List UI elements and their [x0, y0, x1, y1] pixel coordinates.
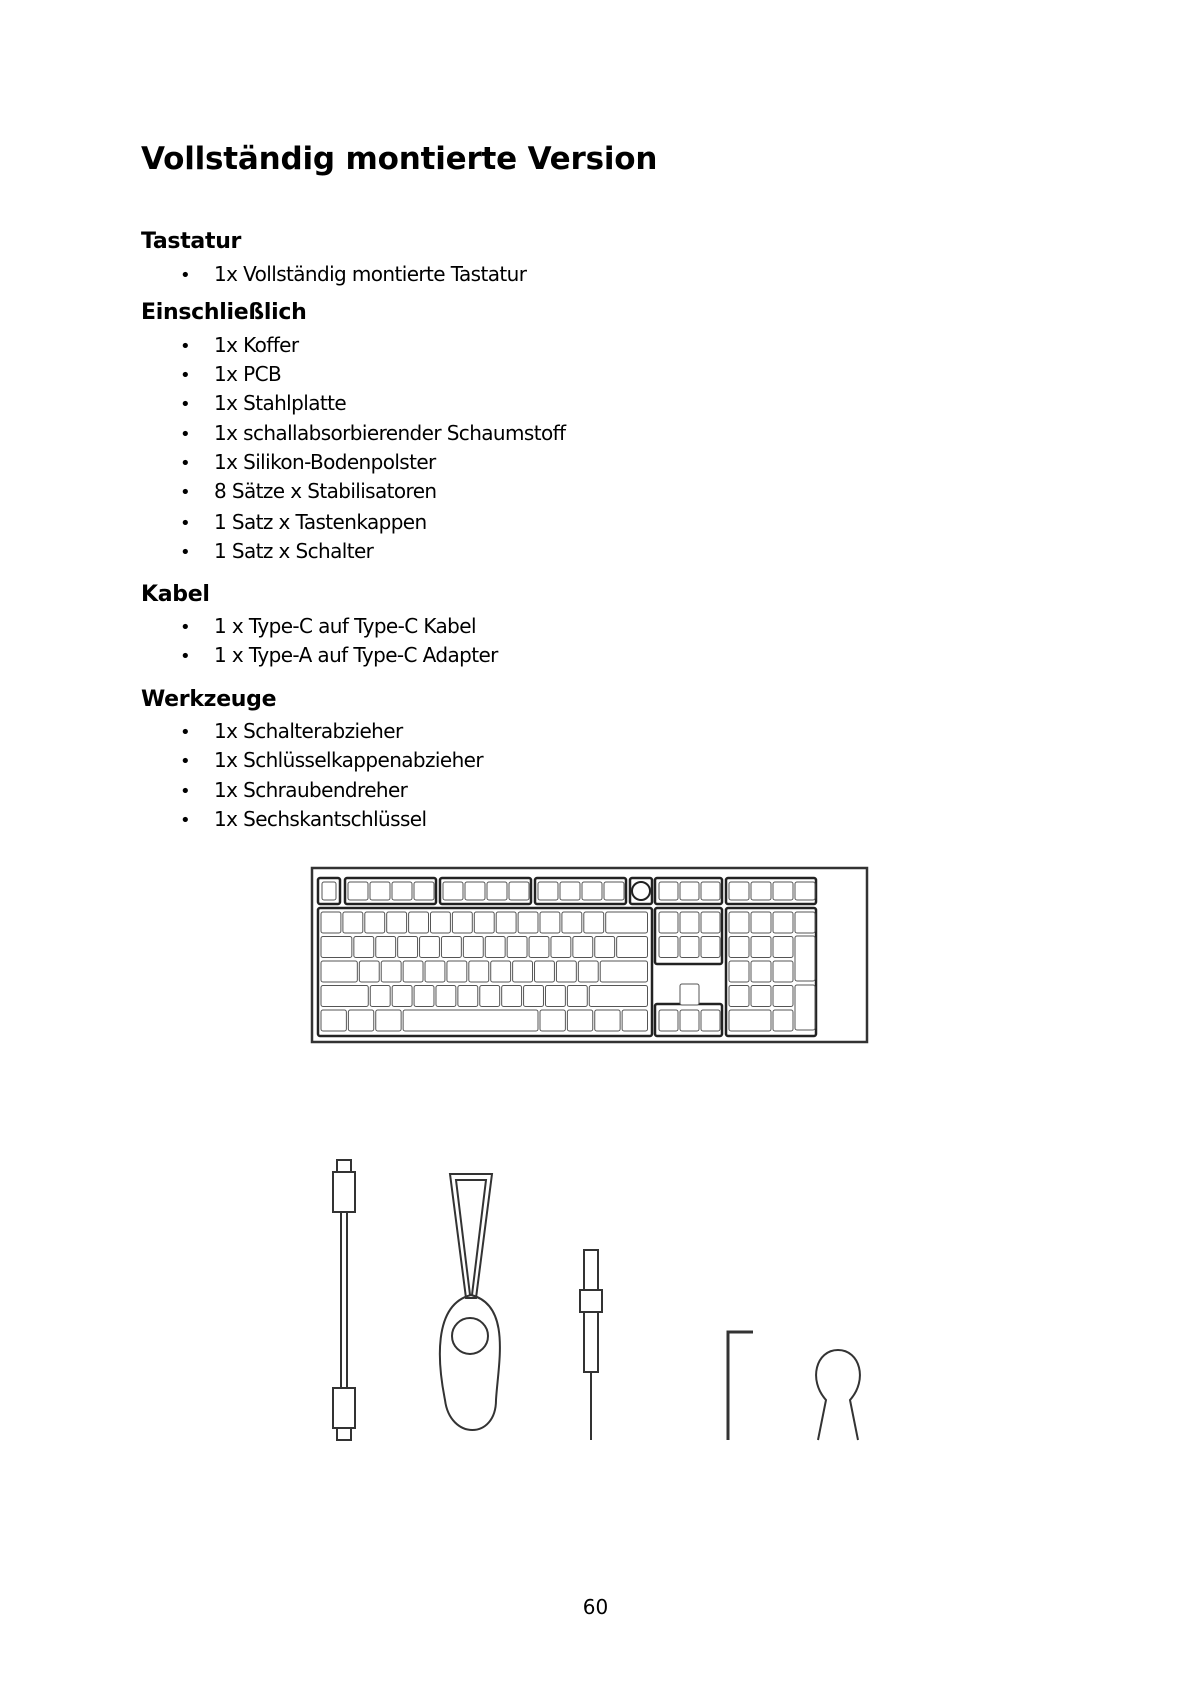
key: [403, 961, 423, 982]
hex-key-drawing: [728, 1332, 753, 1440]
key: [562, 912, 582, 933]
key: [729, 937, 749, 958]
key: [487, 882, 507, 900]
list-item: [180, 262, 526, 286]
key: [751, 961, 771, 982]
bullet-icon: •: [180, 722, 191, 743]
key: [622, 1010, 647, 1031]
key: [507, 937, 527, 958]
key: [729, 912, 749, 933]
bullet-icon: •: [180, 336, 191, 357]
key: [321, 912, 341, 933]
screwdriver-drawing: [580, 1250, 602, 1440]
key: [729, 986, 749, 1007]
bullet-icon: •: [180, 810, 191, 831]
key: [751, 912, 771, 933]
key: [480, 986, 500, 1007]
key: [469, 961, 489, 982]
key: [540, 1010, 565, 1031]
key: [509, 882, 529, 900]
key: [659, 882, 678, 900]
key: [584, 912, 604, 933]
list-item-text: 8 Sätze x Stabilisatoren: [214, 479, 437, 503]
key: [403, 1010, 538, 1031]
key: [321, 937, 352, 958]
list-item: [180, 719, 403, 743]
key: [447, 961, 467, 982]
key: [659, 912, 678, 933]
list-item: [180, 807, 426, 831]
list-item: [180, 510, 427, 534]
key: [376, 937, 396, 958]
bullet-icon: •: [180, 542, 191, 563]
key: [600, 961, 647, 982]
list-item: [180, 479, 437, 503]
key: [425, 961, 445, 982]
key: [606, 912, 648, 933]
key: [443, 882, 463, 900]
key: [729, 882, 749, 900]
list-item-text: 1x Sechskantschlüssel: [214, 807, 427, 831]
list-item-text: 1x Stahlplatte: [214, 391, 347, 415]
page-number: 60: [582, 1595, 609, 1619]
section-heading: Tastatur: [141, 229, 242, 254]
key: [773, 912, 793, 933]
key: [365, 912, 385, 933]
key: [322, 882, 336, 900]
list-item-text: 1x Schlüsselkappenabzieher: [214, 748, 483, 772]
key: [773, 1010, 793, 1031]
key: [701, 937, 720, 958]
key: [535, 961, 555, 982]
key: [701, 912, 720, 933]
key: [595, 937, 615, 958]
key: [431, 912, 451, 933]
key: [551, 937, 571, 958]
key: [321, 961, 357, 982]
key: [518, 912, 538, 933]
list-item-text: 1x Silikon-Bodenpolster: [214, 450, 436, 474]
key: [680, 912, 699, 933]
usb-c-cable-drawing: [333, 1160, 355, 1440]
list-item-text: 1x Schraubendreher: [214, 778, 408, 802]
key: [452, 912, 472, 933]
list-item: [180, 391, 346, 415]
bullet-icon: •: [180, 265, 191, 286]
key: [701, 1010, 720, 1031]
key: [795, 882, 815, 900]
list-item-text: 1x schallabsorbierender Schaumstoff: [214, 421, 566, 445]
list-item: [180, 450, 436, 474]
key: [659, 1010, 678, 1031]
key: [465, 882, 485, 900]
key: [751, 937, 771, 958]
key: [773, 882, 793, 900]
key: [582, 882, 602, 900]
key: [502, 986, 522, 1007]
page-title: Vollständig montierte Version: [141, 141, 658, 177]
key: [491, 961, 511, 982]
section-heading: Kabel: [141, 582, 210, 607]
key: [474, 912, 494, 933]
key: [567, 1010, 592, 1031]
key: [680, 937, 699, 958]
key: [773, 961, 793, 982]
list-item-text: 1x PCB: [214, 362, 282, 386]
section-heading: Einschließlich: [141, 300, 307, 325]
bullet-icon: •: [180, 365, 191, 386]
list-item: [180, 539, 373, 563]
key: [573, 937, 593, 958]
switch-puller-drawing: [816, 1350, 860, 1440]
bullet-icon: •: [180, 646, 191, 667]
key: [729, 1010, 771, 1031]
key: [617, 937, 648, 958]
key: [485, 937, 505, 958]
key: [409, 912, 429, 933]
bullet-icon: •: [180, 453, 191, 474]
list-item-text: 1 x Type-C auf Type-C Kabel: [214, 614, 476, 638]
key: [751, 986, 771, 1007]
list-item: [180, 421, 565, 445]
key: [560, 882, 580, 900]
list-item-text: 1x Vollständig montierte Tastatur: [214, 262, 527, 286]
list-item: [180, 614, 476, 638]
key: [773, 986, 793, 1007]
key: [680, 984, 699, 1005]
key: [398, 937, 418, 958]
key: [414, 882, 434, 900]
key: [729, 961, 749, 982]
key: [348, 882, 368, 900]
key: [589, 986, 647, 1007]
list-item: [180, 778, 407, 802]
key: [381, 961, 401, 982]
key: [529, 937, 549, 958]
keycap-puller-drawing: [440, 1174, 500, 1430]
bullet-icon: •: [180, 617, 191, 638]
key: [680, 1010, 699, 1031]
key: [556, 961, 576, 982]
key: [370, 986, 390, 1007]
key: [321, 986, 368, 1007]
key: [701, 882, 720, 900]
list-item: [180, 362, 281, 386]
key: [463, 937, 483, 958]
key: [436, 986, 456, 1007]
key: [458, 986, 478, 1007]
list-item-text: 1 x Type-A auf Type-C Adapter: [214, 643, 498, 667]
key: [540, 912, 560, 933]
key: [751, 882, 771, 900]
list-item: [180, 643, 498, 667]
key: [348, 1010, 373, 1031]
list-item-text: 1 Satz x Tastenkappen: [214, 510, 427, 534]
key: [414, 986, 434, 1007]
key: [545, 986, 565, 1007]
key: [354, 937, 374, 958]
bullet-icon: •: [180, 482, 191, 503]
key: [513, 961, 533, 982]
bullet-icon: •: [180, 751, 191, 772]
key: [359, 961, 379, 982]
key: [343, 912, 363, 933]
key: [376, 1010, 401, 1031]
key: [595, 1010, 620, 1031]
tools-illustration: [320, 1150, 880, 1450]
key: [392, 882, 412, 900]
list-item: [180, 333, 298, 357]
key: [524, 986, 544, 1007]
bullet-icon: •: [180, 781, 191, 802]
bullet-icon: •: [180, 513, 191, 534]
key: [578, 961, 598, 982]
bullet-icon: •: [180, 424, 191, 445]
key: [321, 1010, 346, 1031]
key: [441, 937, 461, 958]
list-item-text: 1x Schalterabzieher: [214, 719, 403, 743]
key: [387, 912, 407, 933]
key: [370, 882, 390, 900]
key: [795, 985, 815, 1030]
key: [773, 937, 793, 958]
key: [795, 912, 815, 933]
list-item-text: 1 Satz x Schalter: [214, 539, 374, 563]
key: [795, 936, 815, 981]
key: [567, 986, 587, 1007]
key: [496, 912, 516, 933]
bullet-icon: •: [180, 394, 191, 415]
key: [538, 882, 558, 900]
key: [680, 882, 699, 900]
list-item: [180, 748, 483, 772]
keyboard-illustration: [310, 866, 870, 1046]
key: [604, 882, 624, 900]
key: [420, 937, 440, 958]
list-item-text: 1x Koffer: [214, 333, 299, 357]
key: [392, 986, 412, 1007]
key: [659, 937, 678, 958]
section-heading: Werkzeuge: [141, 687, 277, 712]
